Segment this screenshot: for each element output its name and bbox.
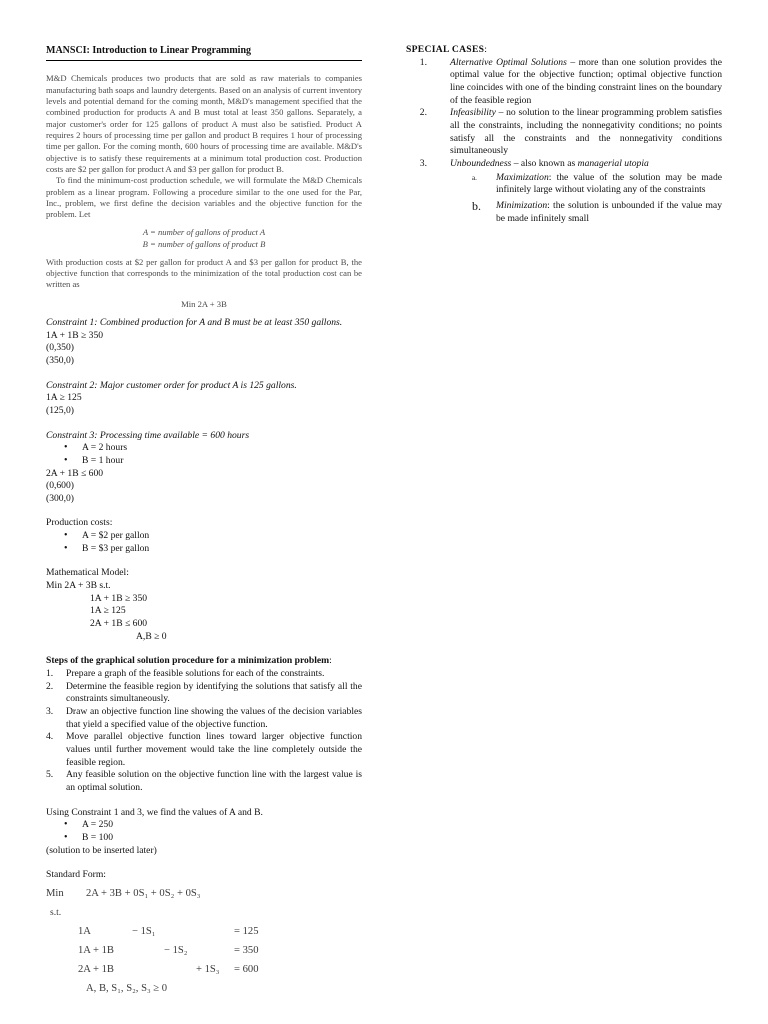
standard-form-row-1: 1A − 1S₁ = 125 bbox=[78, 926, 259, 938]
list-item: 4. Move parallel objective function lines toward larger objective function values until further movement would take the line completely outside the feasible region. bbox=[46, 731, 362, 768]
sub-item-minimization: b. Minimization: the solution is unbounded if the value may be made infinitely small bbox=[472, 198, 722, 224]
production-costs-title: Production costs: bbox=[46, 517, 113, 529]
sub-item-maximization: a. Maximization: the value of the solution may be made infinitely large without violating any of the constraints bbox=[472, 171, 722, 196]
list-item: • A = 250 bbox=[64, 819, 362, 832]
list-item: 5. Any feasible solution on the objective function line with the largest value is an optimal solution. bbox=[46, 769, 362, 793]
constraint-1-title: Constraint 1: Combined production for A and B must be at least 350 gallons. bbox=[46, 316, 343, 328]
constraint-3-point-2: (300,0) bbox=[46, 492, 74, 504]
variable-definitions bbox=[46, 226, 362, 251]
solution-note: (solution to be inserted later) bbox=[46, 844, 157, 856]
constraint-2-point-1: (125,0) bbox=[46, 404, 74, 416]
standard-form-row-2: 1A + 1B − 1S₂ = 350 bbox=[78, 945, 259, 957]
list-item: • A = $2 per gallon bbox=[64, 530, 362, 543]
list-item: 3. Draw an objective function line showing the values of the decision variables that yield a specified value of the objective function. bbox=[46, 706, 362, 730]
special-cases-title: SPECIAL CASES bbox=[406, 44, 485, 55]
math-model-line-1: 1A + 1B ≥ 350 bbox=[90, 592, 148, 604]
page-title bbox=[46, 44, 362, 61]
math-model-title: Mathematical Model: bbox=[46, 567, 129, 579]
right-column bbox=[406, 44, 722, 225]
list-item: 1. Prepare a graph of the feasible solutions for each of the constraints. bbox=[46, 668, 325, 680]
excerpt-paragraph-2: To find the minimum-cost production schedule, we will formulate the M&D Chemicals problem as a linear program. Following a procedure similar to the one used for the Par, Inc., problem, we first define the decision variables and the objective function for the problem. Let bbox=[46, 175, 362, 220]
list-item: 3. Unboundedness – also known as managerial utopia bbox=[419, 157, 649, 169]
title-rest: Introduction to Linear Programming bbox=[92, 45, 252, 56]
special-cases-list bbox=[406, 57, 722, 171]
special-cases-heading: SPECIAL CASES: bbox=[406, 44, 487, 55]
standard-form bbox=[46, 885, 362, 999]
list-item: 2. Infeasibility – no solution to the linear programming problem satisfies all the constraints, including the nonnegativity conditions; no points satisfy all the constraints and the nonnegativity conditions simultaneously bbox=[419, 107, 722, 157]
constraint-2-title: Constraint 2: Major customer order for product A is 125 gallons. bbox=[46, 379, 297, 391]
math-model-nonnegativity: A,B ≥ 0 bbox=[136, 630, 167, 642]
solution-intro: Using Constraint 1 and 3, we find the values of A and B. bbox=[46, 806, 263, 818]
objective-function: Min 2A + 3B bbox=[181, 298, 227, 309]
list-item: 2. Determine the feasible region by identifying the solutions that satisfy all the constraints simultaneously. bbox=[46, 680, 362, 705]
standard-form-title: Standard Form: bbox=[46, 869, 106, 881]
textbook-excerpt-2 bbox=[46, 257, 362, 291]
def-a: A = number of gallons of product A bbox=[142, 226, 266, 237]
excerpt-paragraph-1: M&D Chemicals produces two products that are sold as raw materials to companies manufacturing bath soaps and laundry detergents. Based on an analysis of current inventory levels and potential demand for the coming month, M&D's management specified that the combined production for products A and B must total at least 350 gallons. Separately, a major customer's order for 125 gallons of product A must also be satisfied. Product A requires 2 hours of processing time per gallon and product B requires 1 hour of processing time per gallon. For the coming month, 600 hours of processing time are available. M&D's objective is to satisfy these requirements at a minimum total production cost. Production costs are $2 per gallon for product A and $3 per gallon for product B. bbox=[46, 73, 362, 174]
steps-list bbox=[46, 668, 362, 795]
steps-heading: Steps of the graphical solution procedure for a minimization problem: bbox=[46, 655, 332, 667]
constraint-1-inequality: 1A + 1B ≥ 350 bbox=[46, 329, 104, 341]
list-item: 1. Alternative Optimal Solutions – more than one solution provides the optimal value for the objective function; optimal objective function line coincides with one of the binding constraint lines on the boundary of the feasible region bbox=[419, 56, 722, 106]
production-costs-list bbox=[64, 530, 362, 555]
math-model-objective: Min 2A + 3B s.t. bbox=[46, 580, 111, 592]
constraint-3-list bbox=[64, 442, 362, 467]
constraint-1-point-1: (0,350) bbox=[46, 342, 74, 354]
constraint-3-inequality: 2A + 1B ≤ 600 bbox=[46, 467, 104, 479]
list-item: • B = 100 bbox=[64, 832, 362, 845]
def-b: B = number of gallons of product B bbox=[142, 239, 266, 250]
steps-title: Steps of the graphical solution procedure for a minimization problem bbox=[46, 655, 330, 667]
list-item: • B = 1 hour bbox=[64, 455, 362, 468]
standard-form-row-3: 2A + 1B + 1S₃ = 600 bbox=[78, 964, 259, 976]
list-item: • A = 2 hours bbox=[64, 442, 362, 455]
constraint-3-title: Constraint 3: Processing time available = 600 hours bbox=[46, 429, 250, 441]
list-item: • B = $3 per gallon bbox=[64, 543, 362, 556]
left-column bbox=[46, 44, 362, 999]
standard-form-nonnegativity: A, B, S₁, S₂, S₃ ≥ 0 bbox=[86, 983, 168, 995]
standard-form-objective: Min 2A + 3B + 0S₁ + 0S₂ + 0S₃ bbox=[46, 888, 201, 900]
constraint-1-point-2: (350,0) bbox=[46, 354, 74, 366]
textbook-excerpt bbox=[46, 73, 362, 220]
title-prefix: MANSCI: bbox=[46, 45, 90, 56]
constraint-2-inequality: 1A ≥ 125 bbox=[46, 392, 82, 404]
math-model-line-2: 1A ≥ 125 bbox=[90, 605, 126, 617]
standard-form-st: s.t. bbox=[50, 907, 62, 919]
solution-list bbox=[64, 819, 362, 844]
math-model-line-3: 2A + 1B ≤ 600 bbox=[90, 618, 148, 630]
constraint-3-point-1: (0,600) bbox=[46, 480, 74, 492]
excerpt-paragraph-3: With production costs at $2 per gallon for product A and $3 per gallon for product B, the objective function that corresponds to the minimization of the total production cost can be written as bbox=[46, 256, 362, 290]
